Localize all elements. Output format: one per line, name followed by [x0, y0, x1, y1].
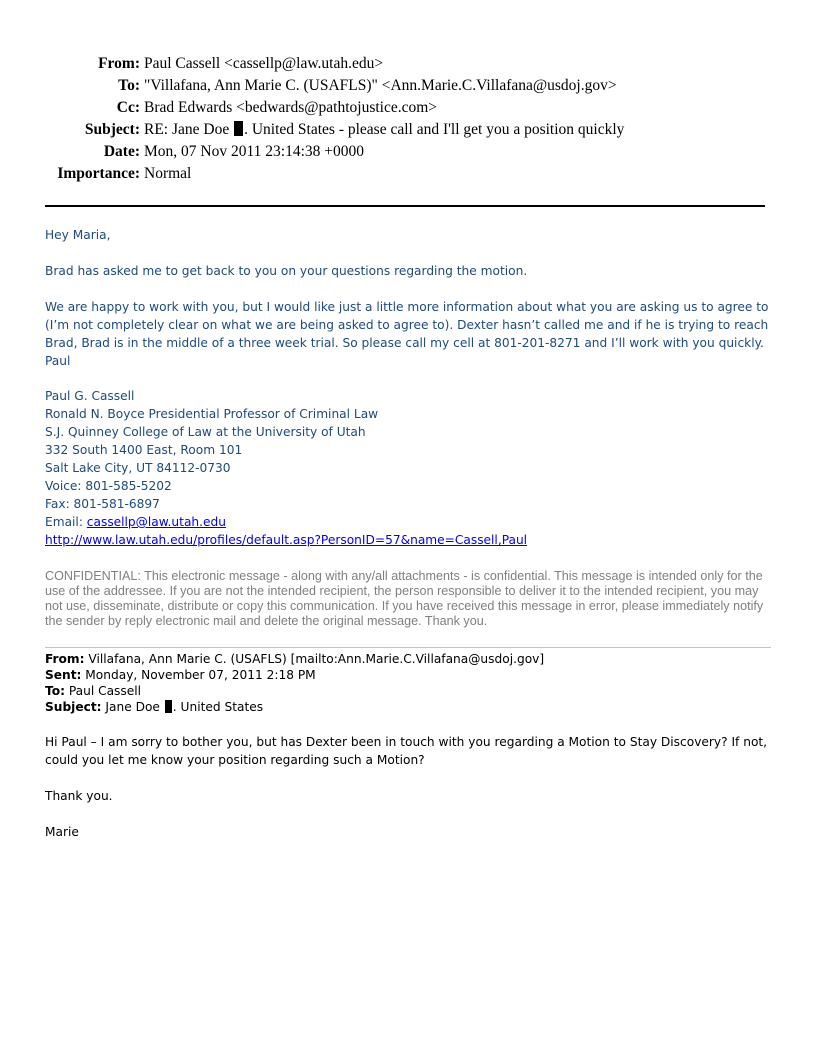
header-date-label: Date: — [103, 143, 140, 160]
signature-street: 332 South 1400 East, Room 101 — [45, 443, 243, 457]
header-from-label: From: — [98, 55, 140, 72]
header-to-value: "Villafana, Ann Marie C. (USAFLS)" <Ann.Marie.C.Villafana@usdoj.gov> — [144, 77, 617, 94]
header-divider — [45, 205, 765, 207]
header-subject-row — [0, 119, 816, 141]
original-thanks: Thank you. — [45, 789, 113, 803]
redaction-block — [165, 700, 172, 713]
header-cc-row — [0, 97, 816, 119]
original-sent-row — [45, 667, 544, 683]
header-importance-row — [0, 163, 816, 185]
header-cc-label: Cc: — [116, 99, 140, 116]
signature-name: Paul G. Cassell — [45, 389, 135, 403]
original-message-header — [45, 651, 544, 715]
original-from-label: From: — [45, 652, 85, 666]
signature-profile-link[interactable]: http://www.law.utah.edu/profiles/default.asp?PersonID=57&name=Cassell,Paul — [45, 533, 528, 547]
email-header — [0, 53, 816, 185]
original-sent-label: Sent: — [45, 668, 82, 682]
header-to-label: To: — [118, 77, 140, 94]
signature-voice: Voice: 801-585-5202 — [45, 479, 172, 493]
original-from-row — [45, 651, 544, 667]
header-from-value: Paul Cassell <cassellp@law.utah.edu> — [144, 55, 384, 72]
original-subject-after: . United States — [172, 700, 264, 714]
header-cc-value: Brad Edwards <bedwards@pathtojustice.com> — [144, 99, 438, 116]
original-signoff: Marie — [45, 825, 79, 839]
header-subject-label: Subject: — [84, 121, 140, 138]
original-body: Hi Paul – I am sorry to bother you, but has Dexter been in touch with you regarding a Motion to Stay Discovery? If not, could you let me know your position regarding such a Motion? — [45, 735, 768, 767]
signature-email-label: Email: — [45, 515, 87, 529]
signature-email-link[interactable]: cassellp@law.utah.edu — [86, 515, 226, 529]
subject-text-after: . United States - please call and I'll get you a position quickly — [244, 121, 625, 138]
header-date-row — [0, 141, 816, 163]
original-from-value: Villafana, Ann Marie C. (USAFLS) [mailto:Ann.Marie.C.Villafana@usdoj.gov] — [84, 652, 545, 666]
signature-email-row — [45, 513, 527, 531]
header-importance-label: Importance: — [57, 165, 140, 182]
subject-text-before: RE: Jane Doe — [144, 121, 230, 138]
original-subject-label: Subject: — [45, 700, 102, 714]
signature-city: Salt Lake City, UT 84112-0730 — [45, 461, 231, 475]
redaction-block — [234, 121, 243, 136]
original-to-label: To: — [45, 684, 65, 698]
reply-greeting: Hey Maria, — [45, 228, 111, 242]
original-subject-before: Jane Doe — [101, 700, 160, 714]
header-to-row — [0, 75, 816, 97]
original-to-value: Paul Cassell — [64, 684, 142, 698]
quoted-message-divider — [45, 647, 771, 648]
confidentiality-notice: CONFIDENTIAL: This electronic message - along with any/all attachments - is confidential. This message is intended only for the use of the addressee. If you are not the intended recipient, the person responsible to deliver it to the intended recipient, you may not use, disseminate, distribute or copy this communication. If you have received this message in error, please immediately notify the sender by reply electronic mail and delete the original message. Thank you. — [45, 569, 764, 628]
original-to-row — [45, 683, 544, 699]
original-subject-row — [45, 699, 544, 715]
signature-fax: Fax: 801-581-6897 — [45, 497, 160, 511]
reply-paragraph-2: We are happy to work with you, but I would like just a little more information about what you are asking us to agree to (I’m not completely clear on what we are being asked to agree to). Dexter hasn’t called me and if he is trying to reach Brad, Brad is in the middle of a three week trial. So please call my cell at 801-201-8271 and I’ll work with you quickly. Paul — [45, 300, 769, 368]
original-sent-value: Monday, November 07, 2011 2:18 PM — [81, 668, 316, 682]
signature-school: S.J. Quinney College of Law at the University of Utah — [45, 425, 366, 439]
signature-title: Ronald N. Boyce Presidential Professor of Criminal Law — [45, 407, 379, 421]
header-subject-value — [144, 119, 624, 141]
signature-block — [45, 387, 527, 549]
signature-url-row — [45, 531, 527, 549]
reply-paragraph-1: Brad has asked me to get back to you on your questions regarding the motion. — [45, 264, 528, 278]
header-importance-value: Normal — [144, 165, 192, 182]
header-from-row — [0, 53, 816, 75]
header-date-value: Mon, 07 Nov 2011 23:14:38 +0000 — [144, 143, 365, 160]
